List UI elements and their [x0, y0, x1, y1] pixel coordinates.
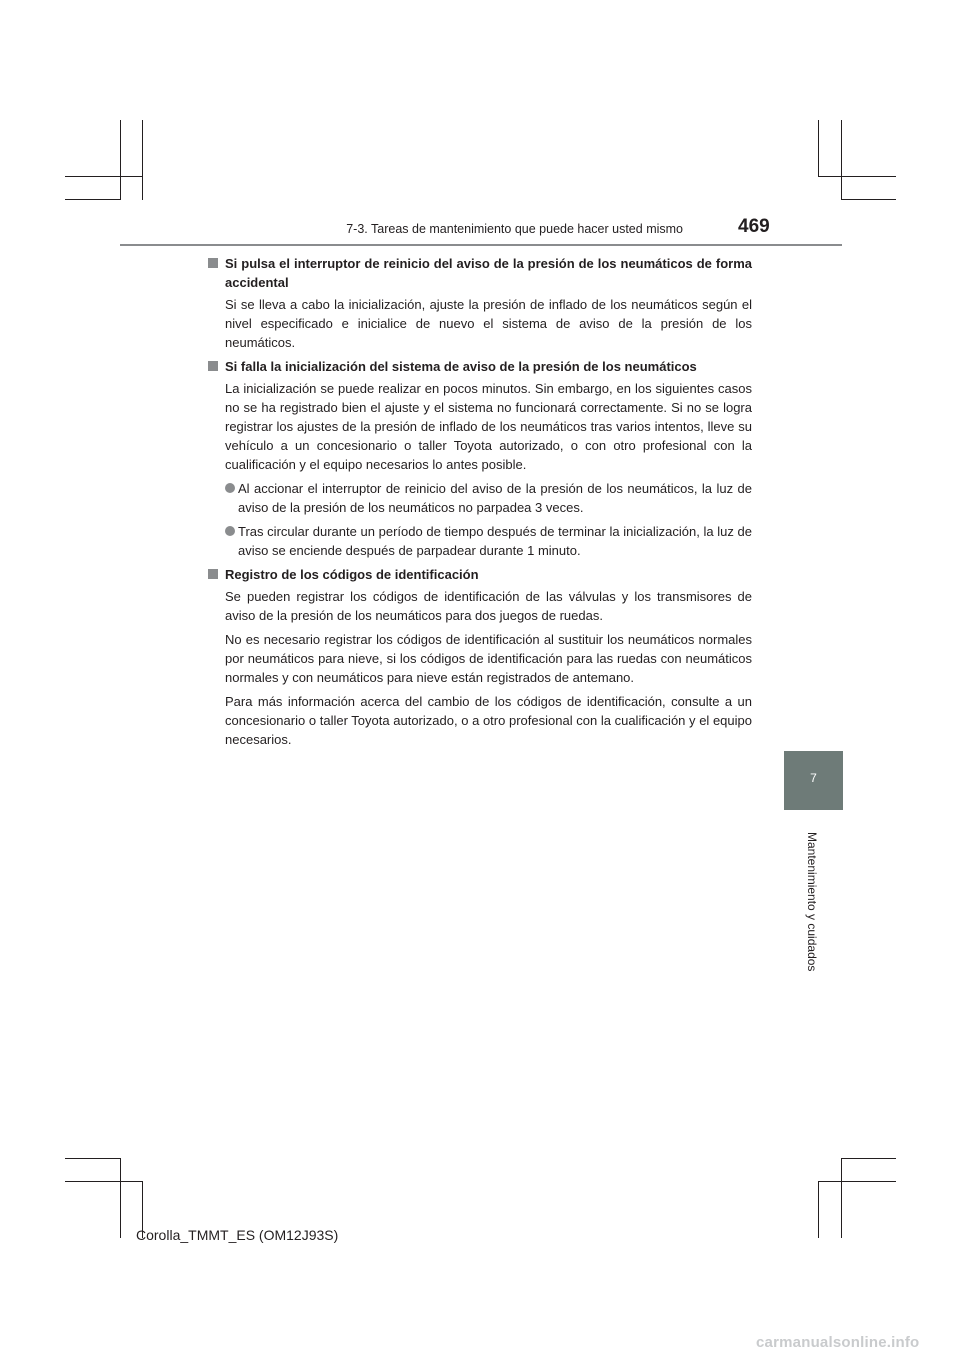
crop-mark	[841, 120, 842, 200]
crop-mark	[65, 1181, 142, 1182]
chapter-tab	[784, 751, 843, 810]
paragraph: No es necesario registrar los códigos de identificación al sustituir los neumáticos normales por neumáticos para nieve, si los códigos de identificación para las ruedas con neumáticos normales y con neumáticos para nieve están registrados de antemano.	[225, 632, 752, 685]
chapter-number: 7	[810, 771, 817, 785]
list-item: Tras circular durante un período de tiempo después de terminar la inicialización, la luz de aviso se enciende después de parpadear durante 1 minuto.	[208, 522, 752, 560]
square-bullet-icon	[208, 361, 218, 371]
crop-mark	[120, 1158, 121, 1238]
section-heading: Si falla la inicialización del sistema de aviso de la presión de los neumáticos	[208, 357, 752, 376]
paragraph: Se pueden registrar los códigos de identificación de las válvulas y los transmisores de aviso de la presión de los neumáticos para dos juegos de ruedas.	[225, 589, 752, 623]
round-bullet-icon	[225, 526, 235, 536]
page-number: 469	[738, 216, 770, 237]
paragraph: Si se lleva a cabo la inicialización, ajuste la presión de inflado de los neumáticos según el nivel especificado e inicialice de nuevo el sistema de aviso de la presión de los neumáticos.	[225, 297, 752, 350]
list-item: Al accionar el interruptor de reinicio del aviso de la presión de los neumáticos, la luz de aviso de la presión de los neumáticos no parpadea 3 veces.	[208, 479, 752, 517]
crop-mark	[841, 1158, 842, 1238]
crop-mark	[818, 176, 896, 177]
header-rule	[120, 244, 842, 246]
crop-mark	[841, 1158, 896, 1159]
crop-mark	[818, 1181, 896, 1182]
crop-mark	[142, 120, 143, 200]
paragraph: La inicialización se puede realizar en pocos minutos. Sin embargo, en los siguientes casos no se ha registrado bien el ajuste y el sistema no funcionará correctamente. Si no se logra registrar los ajustes de la presión de inflado de los neumáticos tras varios intentos, lleve su vehículo a un concesionario o taller Toyota autorizado, o con otro profesional con la cualificación y el equipo necesarios lo antes posible.	[225, 381, 752, 472]
section-heading: Registro de los códigos de identificación	[208, 565, 752, 584]
model-code: Corolla_TMMT_ES (OM12J93S)	[136, 1227, 339, 1243]
square-bullet-icon	[208, 569, 218, 579]
square-bullet-icon	[208, 258, 218, 268]
crop-mark	[120, 120, 121, 200]
paragraph: Para más información acerca del cambio de los códigos de identificación, consulte a un concesionario o taller Toyota autorizado, o a otro profesional con la cualificación y el equipo necesarios.	[225, 694, 752, 747]
crop-mark	[818, 1181, 819, 1238]
watermark-text: carmanualsonline.info	[756, 1334, 920, 1351]
section-heading: Si pulsa el interruptor de reinicio del aviso de la presión de los neumáticos de forma accidental	[208, 254, 752, 292]
crop-mark	[841, 199, 896, 200]
round-bullet-icon	[225, 483, 235, 493]
chapter-label: Mantenimiento y cuidados	[805, 832, 819, 972]
crop-mark	[65, 199, 120, 200]
main-content	[208, 254, 752, 754]
section-title: 7-3. Tareas de mantenimiento que puede hacer usted mismo	[346, 222, 683, 236]
crop-mark	[818, 120, 819, 176]
crop-mark	[65, 176, 142, 177]
crop-mark	[65, 1158, 120, 1159]
